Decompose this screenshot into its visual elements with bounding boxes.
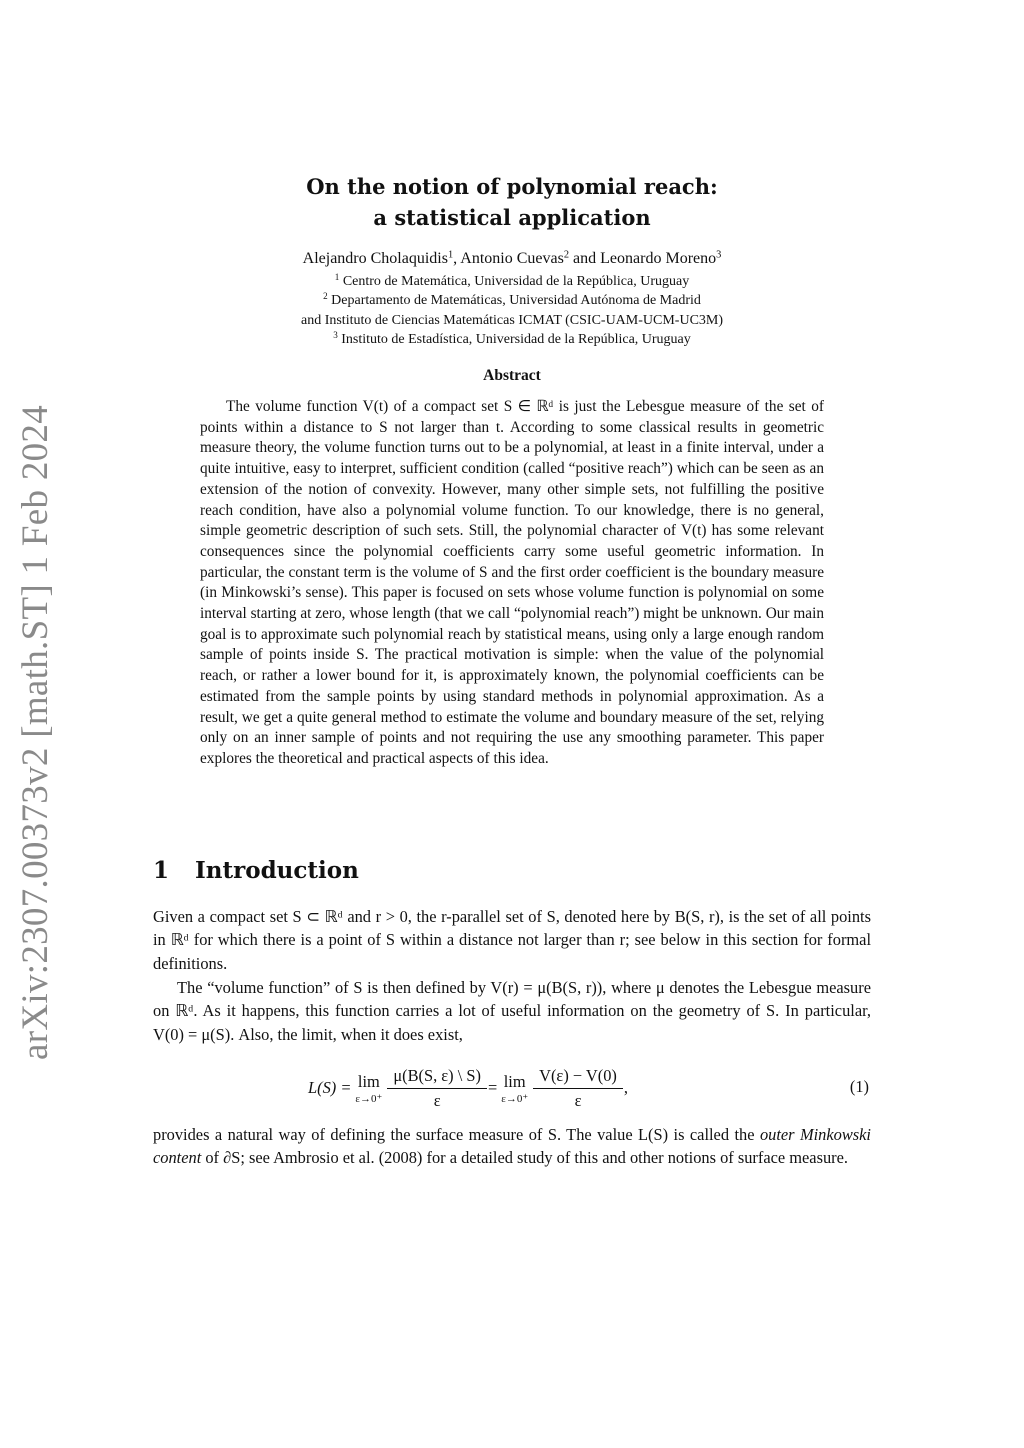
limit-subscript-1: ε→0⁺	[355, 1092, 383, 1105]
intro-paragraph-3-emphasis: outer Minkowski content	[153, 1125, 871, 1168]
equation-lhs: L(S) =	[308, 1078, 352, 1097]
title-line-1: On the notion of polynomial reach:	[306, 174, 718, 199]
affiliation-1	[150, 272, 874, 291]
fraction-2-numerator: V(ε) − V(0)	[539, 1065, 617, 1085]
affiliation-2-mark: 2	[323, 291, 328, 302]
affiliation-3-mark: 3	[333, 329, 338, 340]
equation-1	[153, 1060, 871, 1116]
fraction-2-denominator: ε	[533, 1088, 623, 1111]
equation-number: (1)	[849, 1077, 869, 1096]
author-2: Antonio Cuevas	[460, 250, 564, 267]
fraction-1	[390, 1066, 484, 1111]
fraction-2	[536, 1066, 620, 1111]
author-2-affil-mark: 2	[563, 249, 570, 261]
intro-paragraph-2: The “volume function” of S is then defined by V(r) = μ(B(S, r)), where μ denotes the Lebesgue measure on ℝᵈ. As it happens, this function carries a lot of useful information on the geometry of S. In particular, V(0) = μ(S). Also, the limit, when it does exist,	[153, 978, 871, 1044]
limit-operator-2	[501, 1072, 528, 1105]
abstract-heading: Abstract	[483, 367, 541, 384]
author-3-affil-mark: 3	[716, 249, 722, 261]
limit-label-1: lim	[357, 1071, 380, 1091]
author-separator: ,	[453, 250, 461, 267]
author-1-affil-mark: 1	[447, 249, 454, 261]
arxiv-sidebar-stamp: arXiv:2307.00373v2 [math.ST] 1 Feb 2024	[15, 404, 56, 1060]
paper-title	[150, 171, 874, 233]
author-1: Alejandro Cholaquidis	[302, 250, 448, 267]
intro-paragraph-3-part-a: provides a natural way of defining the surface measure of S. The value L(S) is called the	[153, 1125, 760, 1144]
affiliation-2-line-2: and Instituto de Ciencias Matemáticas ICMAT (CSIC-UAM-UCM-UC3M)	[300, 312, 724, 328]
author-separator: and	[569, 250, 601, 267]
fraction-1-numerator: μ(B(S, ε) \ S)	[393, 1065, 481, 1085]
intro-paragraph-1: Given a compact set S ⊂ ℝᵈ and r > 0, the r-parallel set of S, denoted here by B(S, r), is the set of all points in ℝᵈ for which there is a point of S within a distance not larger than r; see below in this section for formal definitions.	[153, 907, 871, 973]
affiliation-2	[150, 291, 874, 310]
equation-body	[308, 1060, 628, 1116]
affiliation-3-text: Instituto de Estadística, Universidad de la República, Uruguay	[337, 331, 691, 347]
intro-paragraph-3-part-b: of ∂S; see Ambrosio et al. (2008) for a detailed study of this and other notions of surface measure.	[201, 1148, 848, 1168]
section-number: 1	[153, 857, 170, 884]
affiliations	[150, 272, 874, 349]
equation-trailing-comma: ,	[623, 1078, 628, 1097]
affiliation-2-text: Departamento de Matemáticas, Universidad Autónoma de Madrid	[327, 293, 701, 309]
abstract-body: The volume function V(t) of a compact set S ∈ ℝᵈ is just the Lebesgue measure of the set of points within a distance to S not larger than t. According to some classical results in geometric measure theory, the volume function turns out to be a polynomial, at least in a finite interval, under a quite intuitive, easy to interpret, sufficient condition (called “positive reach”) which can be seen as an extension of the notion of convexity. However, many other simple sets, not fulfilling the positive reach condition, have also a polynomial volume function. To our knowledge, there is no general, simple geometric description of such sets. Still, the polynomial character of V(t) has some relevant consequences since the polynomial coefficients carry some useful geometric information. In particular, the constant term is the volume of S and the first order coefficient is the boundary measure (in Minkowski’s sense). This paper is focused on sets whose volume function is polynomial on some interval starting at zero, whose length (that we call “polynomial reach”) might be unknown. Our main goal is to approximate such polynomial reach by statistical means, using only a large enough random sample of points inside S. The practical motivation is simple: when the value of the polynomial reach, or rather a lower bound for it, is approximately known, the polynomial coefficients can be estimated from the sample points by using standard methods in polynomial approximation. As a result, we get a quite general method to estimate the volume and boundary measure of the set, relying only on an inner sample of points and not requiring the use any smoothing parameter. This paper explores the theoretical and practical aspects of this idea.	[200, 398, 824, 767]
author-3: Leonardo Moreno	[600, 250, 717, 267]
limit-label-2: lim	[503, 1071, 526, 1091]
affiliation-1-mark: 1	[334, 272, 340, 282]
limit-operator-1	[355, 1072, 382, 1105]
title-line-2: a statistical application	[373, 205, 651, 230]
section-heading	[153, 857, 359, 884]
limit-subscript-2: ε→0⁺	[501, 1092, 529, 1105]
affiliation-3	[150, 330, 874, 349]
intro-paragraph-3	[153, 1123, 871, 1170]
section-title: Introduction	[195, 857, 359, 884]
author-list	[150, 248, 874, 270]
fraction-1-denominator: ε	[387, 1088, 487, 1111]
affiliation-1-text: Centro de Matemática, Universidad de la República, Uruguay	[339, 274, 690, 289]
equals-sign: =	[487, 1078, 498, 1097]
